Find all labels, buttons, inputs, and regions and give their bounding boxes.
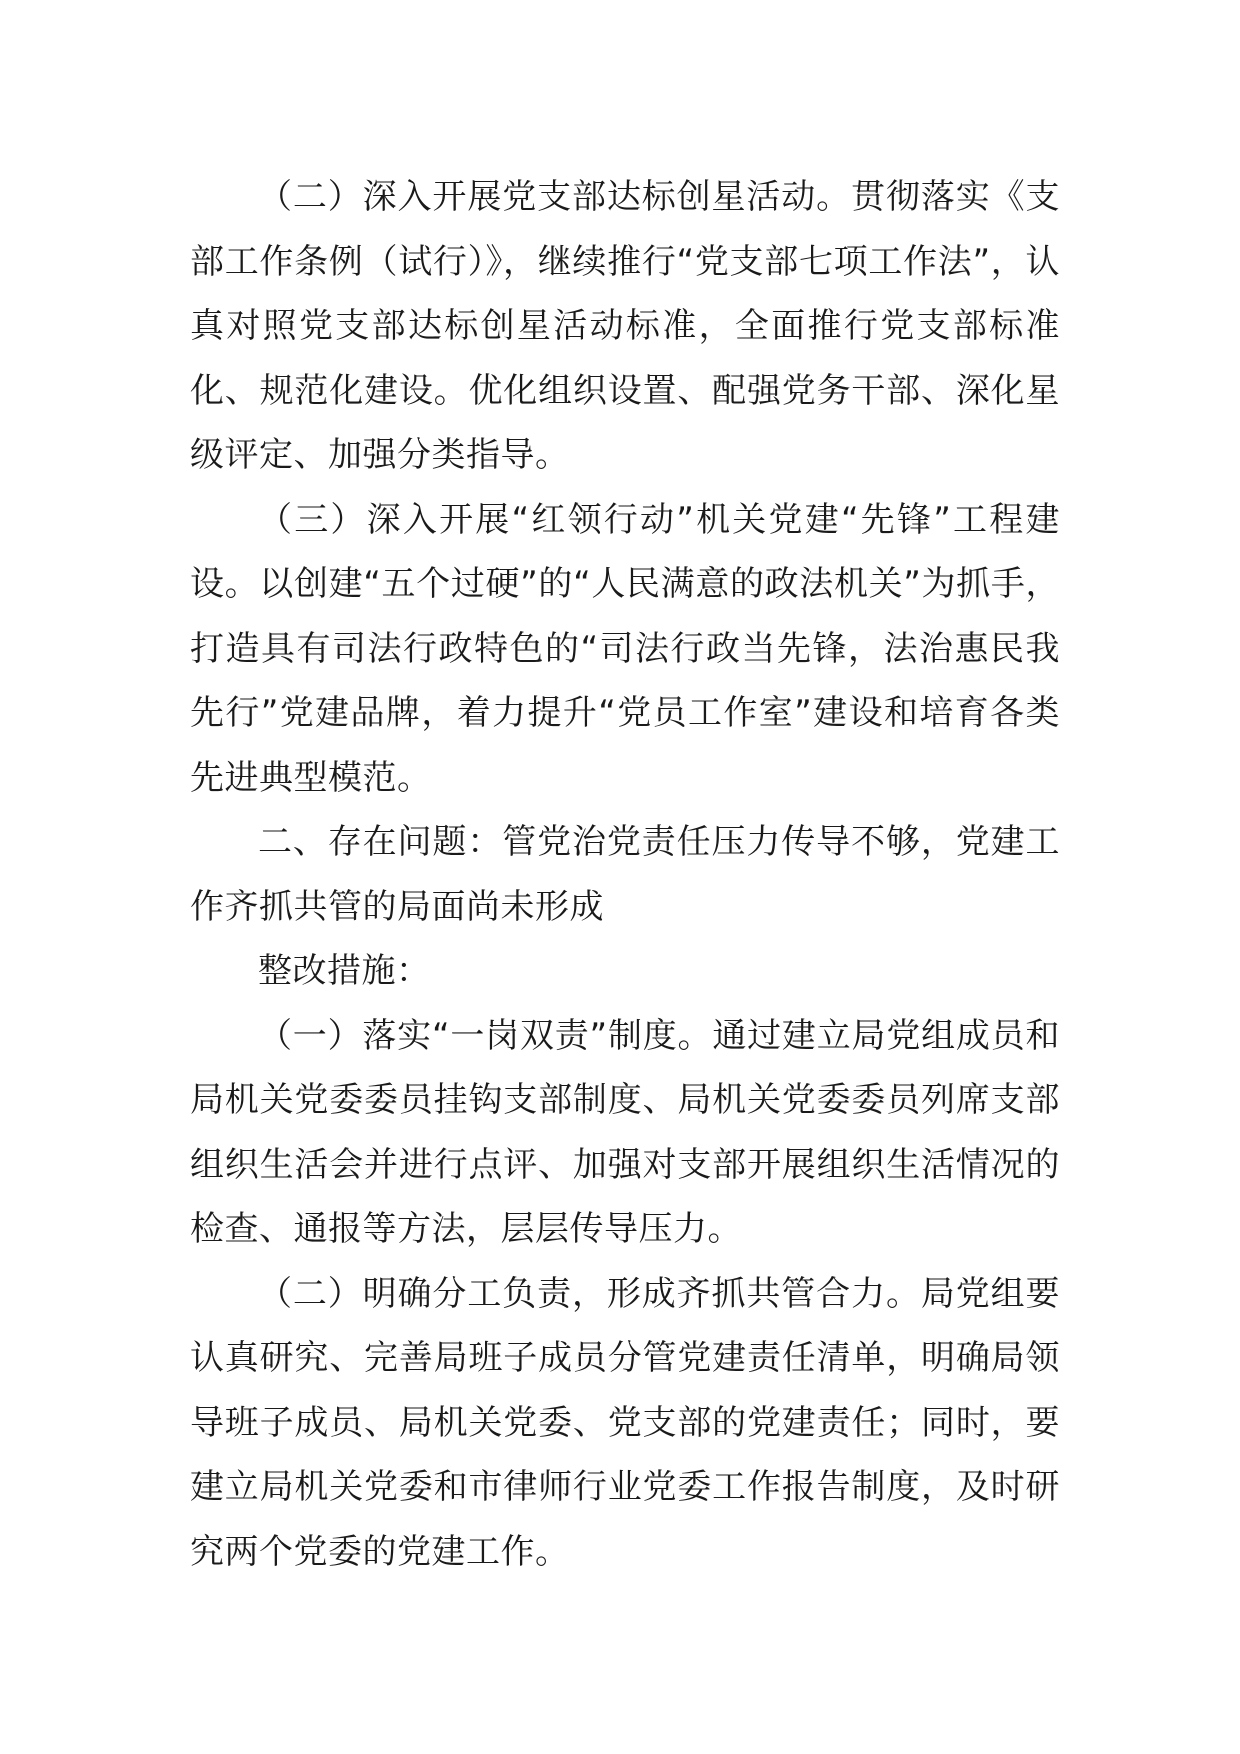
paragraph-red-collar-action: （三）深入开展“红领行动”机关党建“先锋”工程建设。以创建“五个过硬”的“人民满意的政法机关”为抓手，打造具有司法行政特色的“司法行政当先锋，法治惠民我先行”党建品牌，着力提升“党员工作室”建设和培育各类先进典型模范。 bbox=[190, 499, 1060, 798]
paragraph-division-of-responsibilities: （二）明确分工负责，形成齐抓共管合力。局党组要认真研究、完善局班子成员分管党建责任清单，明确局领导班子成员、局机关党委、党支部的党建责任；同时，要建立局机关党委和市律师行业党委工作报告制度，及时研究两个党委的党建工作。 bbox=[190, 1273, 1060, 1572]
paragraph-rectification-measures-label: 整改措施： bbox=[258, 951, 431, 991]
section-heading-existing-problems: 二、存在问题：管党治党责任压力传导不够，党建工作齐抓共管的局面尚未形成 bbox=[190, 822, 1060, 927]
paragraph-one-post-two-responsibilities: （一）落实“一岗双责”制度。通过建立局党组成员和局机关党委委员挂钩支部制度、局机关党委委员列席支部组织生活会并进行点评、加强对支部开展组织生活情况的检查、通报等方法，层层传导压力。 bbox=[190, 1015, 1060, 1249]
document-body bbox=[190, 165, 1060, 1584]
paragraph-party-branch-star-activity: （二）深入开展党支部达标创星活动。贯彻落实《支部工作条例（试行）》，继续推行“党支部七项工作法”，认真对照党支部达标创星活动标准，全面推行党支部标准化、规范化建设。优化组织设置、配强党务干部、深化星级评定、加强分类指导。 bbox=[190, 177, 1060, 475]
